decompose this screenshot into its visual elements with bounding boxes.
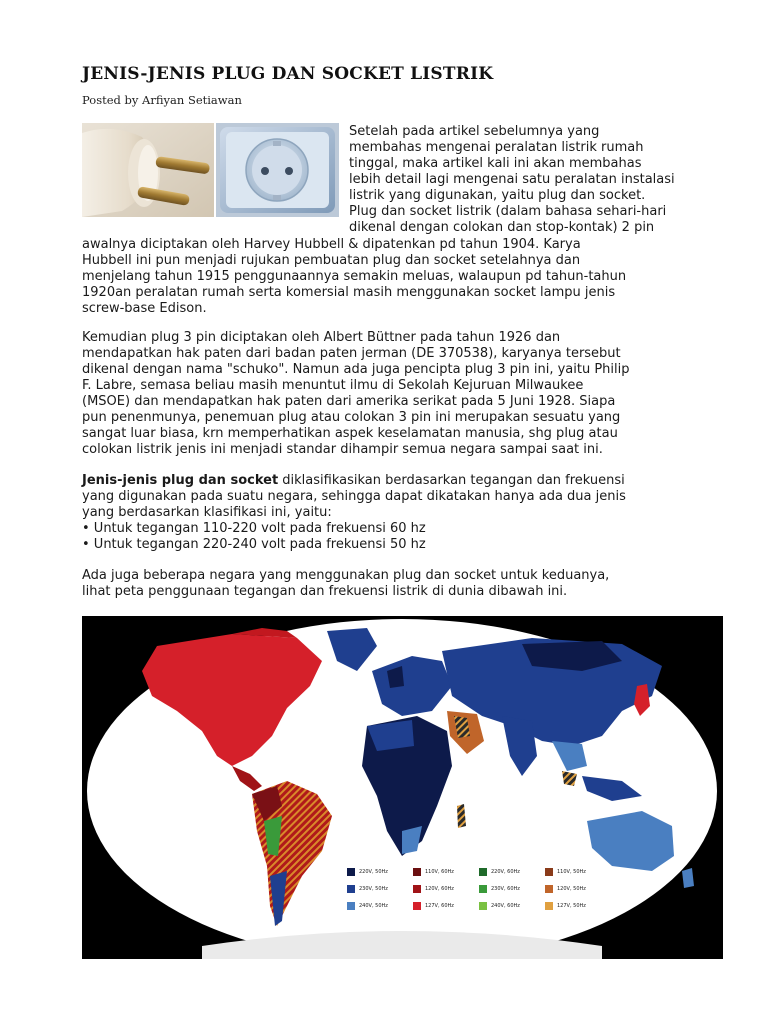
legend-label: 120V, 50Hz (557, 886, 586, 892)
map-intro-paragraph (82, 568, 609, 600)
legend-swatch (413, 868, 421, 876)
legend-swatch (347, 902, 355, 910)
text-line: colokan listrik jenis ini menjadi standar dihampir semua negara sampai saat ini. (82, 442, 603, 457)
legend-item (479, 868, 545, 876)
legend-item (479, 902, 545, 910)
classification-paragraph (82, 473, 626, 553)
legend-item (545, 868, 611, 876)
text-line: dikenal dengan nama "schuko". Namun ada juga pencipta plug 3 pin ini, yaitu Philip (82, 362, 630, 377)
history-paragraph (82, 330, 630, 458)
byline: Posted by Arfiyan Setiawan (82, 93, 242, 107)
bold-phrase: Jenis-jenis plug dan socket (82, 473, 279, 488)
legend-swatch (347, 885, 355, 893)
text-line: sangat luar biasa, krn memperhatikan aspek keselamatan manusia, shg plug atau (82, 426, 618, 441)
legend-item (413, 885, 479, 893)
text-run: diklasifikasikan berdasarkan tegangan dan frekuensi (278, 473, 625, 488)
text-line: listrik yang digunakan, yaitu plug dan socket. (349, 188, 646, 203)
text-line: tinggal, maka artikel kali ini akan membahas (349, 156, 642, 171)
legend-label: 127V, 60Hz (425, 903, 454, 909)
legend-item (413, 868, 479, 876)
legend-label: 240V, 60Hz (491, 903, 520, 909)
legend-swatch (479, 885, 487, 893)
legend-label: 120V, 60Hz (425, 886, 454, 892)
text-line: lebih detail lagi mengenai satu peralatan instalasi (349, 172, 675, 187)
legend-item (347, 902, 413, 910)
world-voltage-map (82, 616, 723, 959)
legend-item (545, 902, 611, 910)
text-line: membahas mengenai peralatan listrik rumah (349, 140, 644, 155)
legend-swatch (479, 902, 487, 910)
text-line: yang berdasarkan klasifikasi ini, yaitu: (82, 505, 332, 520)
bullet-item: • Untuk tegangan 220-240 volt pada frekuensi 50 hz (82, 537, 426, 552)
text-line: F. Labre, semasa beliau masih menuntut ilmu di Sekolah Kejuruan Milwaukee (82, 378, 584, 393)
intro-paragraph-continued (82, 237, 626, 317)
legend-swatch (413, 902, 421, 910)
text-line: Hubbell ini pun menjadi rujukan pembuatan plug dan socket setelahnya dan (82, 253, 581, 268)
text-line: pun penenmunya, penemuan plug atau colokan 3 pin ini merupakan sesuatu yang (82, 410, 621, 425)
legend-item (413, 902, 479, 910)
text-line: menjelang tahun 1915 penggunaannya semakin meluas, walaupun pd tahun-tahun (82, 269, 627, 284)
plug-photo (82, 123, 214, 217)
page-title: JENIS-JENIS PLUG DAN SOCKET LISTRIK (82, 64, 494, 84)
legend-label: 220V, 60Hz (491, 869, 520, 875)
legend-label: 110V, 60Hz (425, 869, 454, 875)
text-line (82, 473, 626, 489)
legend-label: 230V, 50Hz (359, 886, 388, 892)
legend-swatch (413, 885, 421, 893)
legend-item (479, 885, 545, 893)
legend-swatch (545, 885, 553, 893)
text-line: yang digunakan pada suatu negara, sehingga dapat dikatakan hanya ada dua jenis (82, 489, 626, 504)
text-line: (MSOE) dan mendapatkan hak paten dari amerika serikat pada 5 Juni 1928. Siapa (82, 394, 616, 409)
map-legend (347, 868, 611, 910)
legend-swatch (347, 868, 355, 876)
text-line: Kemudian plug 3 pin diciptakan oleh Albert Büttner pada tahun 1926 dan (82, 330, 561, 345)
intro-paragraph (349, 124, 729, 236)
text-line: Ada juga beberapa negara yang menggunakan plug dan socket untuk keduanya, (82, 568, 610, 583)
text-line: Setelah pada artikel sebelumnya yang (349, 124, 600, 139)
legend-item (347, 885, 413, 893)
legend-swatch (545, 902, 553, 910)
text-line: mendapatkan hak paten dari badan paten jerman (DE 370538), karyanya tersebut (82, 346, 621, 361)
legend-label: 220V, 50Hz (359, 869, 388, 875)
legend-swatch (545, 868, 553, 876)
bullet-item: • Untuk tegangan 110-220 volt pada frekuensi 60 hz (82, 521, 426, 536)
legend-label: 110V, 50Hz (557, 869, 586, 875)
text-line: Plug dan socket listrik (dalam bahasa sehari-hari (349, 204, 667, 219)
legend-label: 240V, 50Hz (359, 903, 388, 909)
legend-label: 230V, 60Hz (491, 886, 520, 892)
text-line: lihat peta penggunaan tegangan dan frekuensi listrik di dunia dibawah ini. (82, 584, 568, 599)
text-line: screw-base Edison. (82, 301, 207, 316)
legend-item (545, 885, 611, 893)
legend-label: 127V, 50Hz (557, 903, 586, 909)
text-line: awalnya diciptakan oleh Harvey Hubbell & dipatenkan pd tahun 1904. Karya (82, 237, 581, 252)
legend-item (347, 868, 413, 876)
socket-photo (216, 123, 339, 217)
text-line: 1920an peralatan rumah serta komersial masih menggunakan socket lampu jenis (82, 285, 616, 300)
legend-swatch (479, 868, 487, 876)
text-line: dikenal dengan colokan dan stop-kontak) 2 pin (349, 220, 655, 235)
